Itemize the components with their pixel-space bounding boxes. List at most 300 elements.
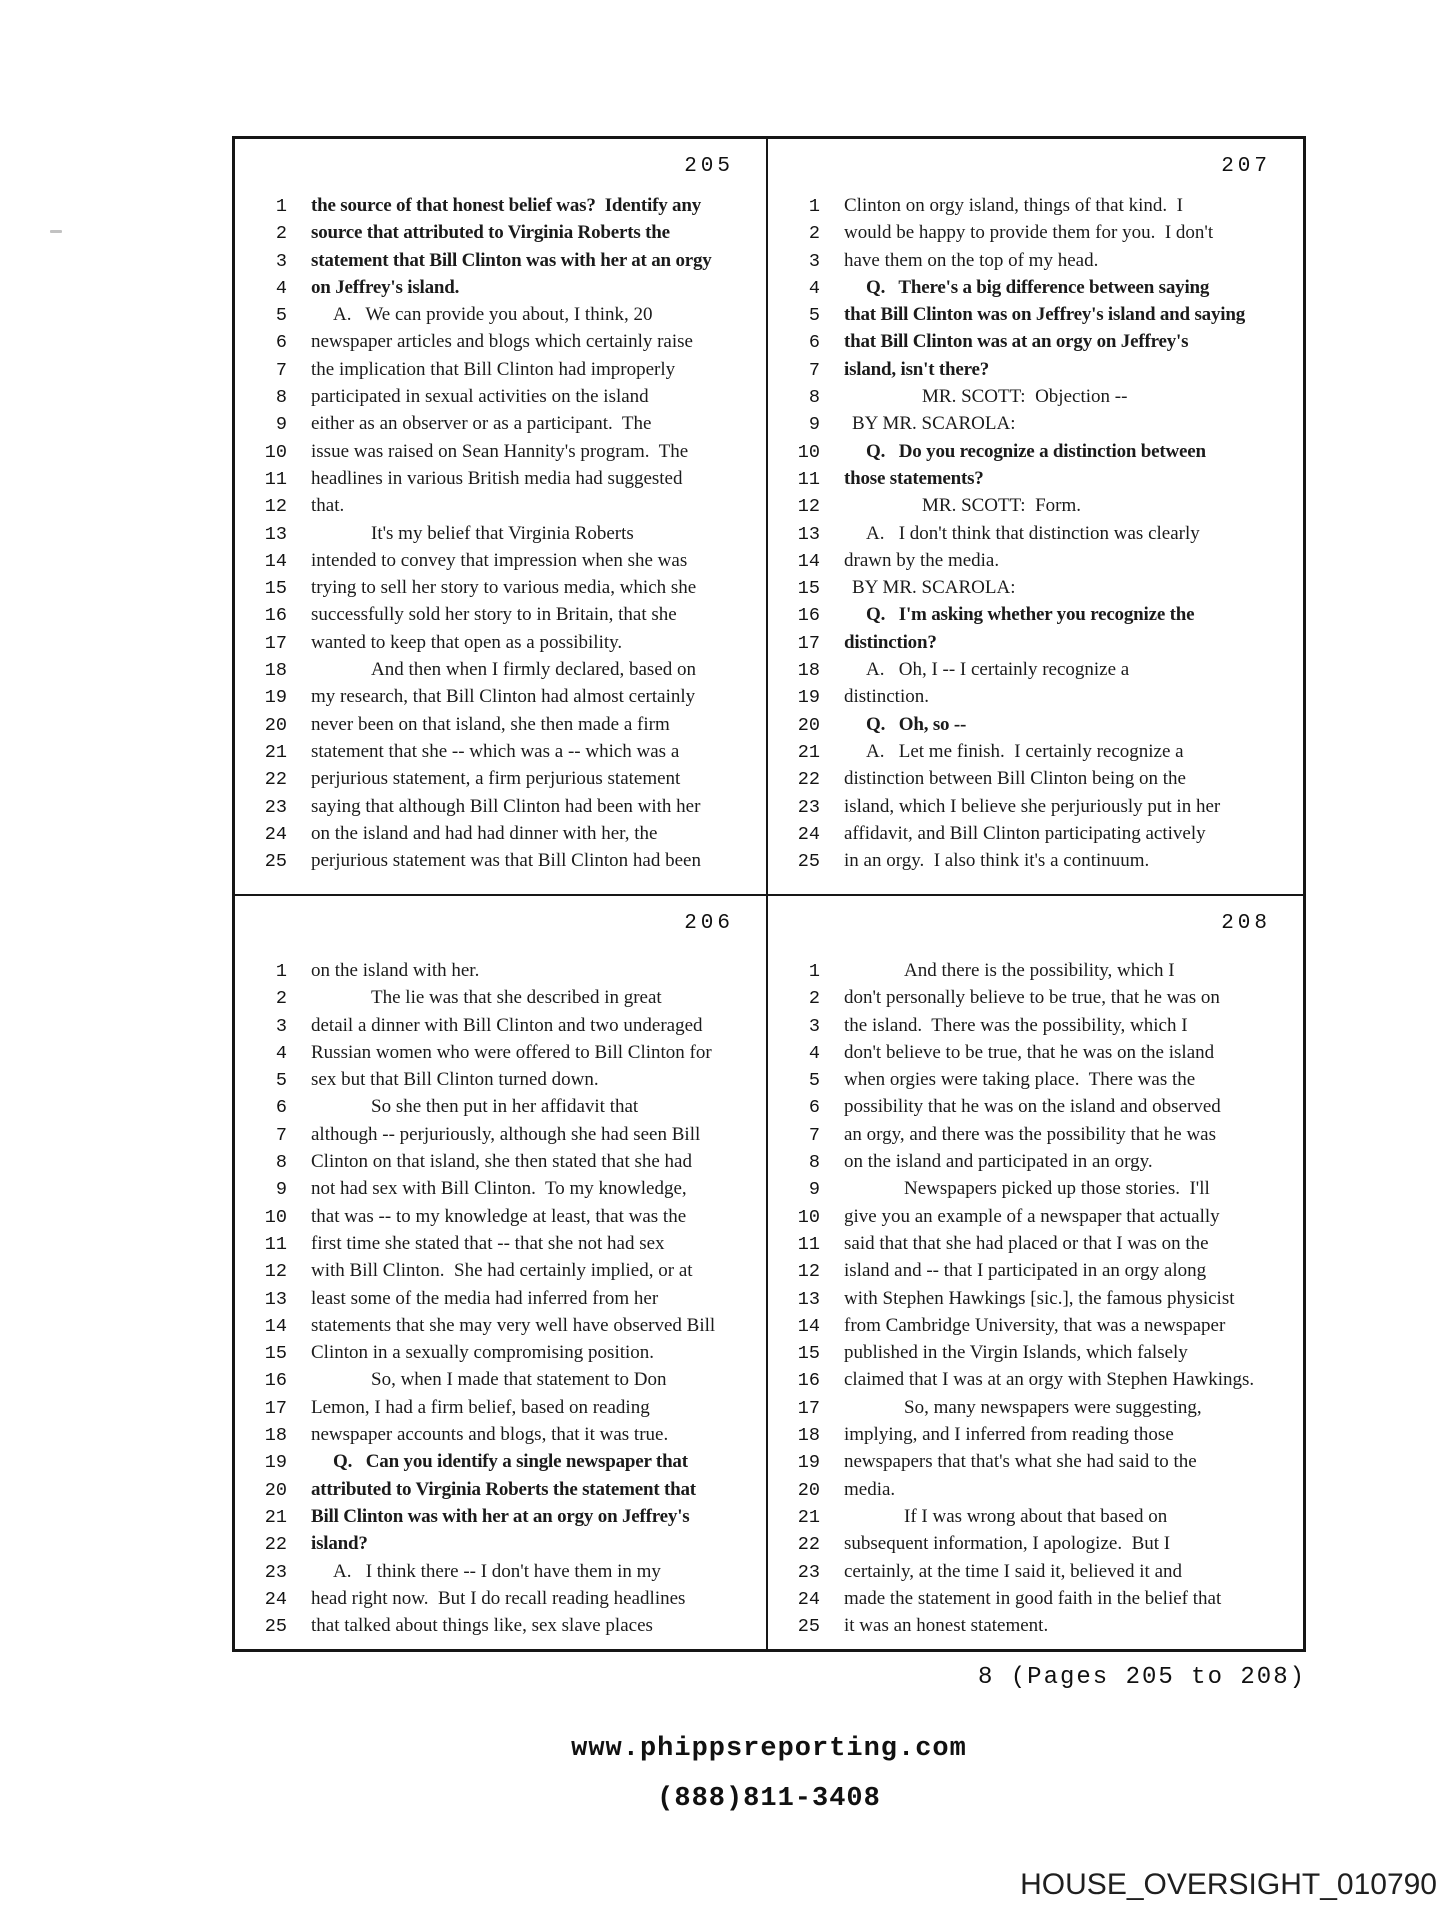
line-text: that Bill Clinton was at an orgy on Jeffrey's <box>844 331 1189 353</box>
transcript-line <box>235 468 766 495</box>
line-text: Q. Oh, so -- <box>866 713 967 735</box>
line-number: 11 <box>264 468 287 490</box>
line-text: BY MR. SCAROLA: <box>852 413 1016 435</box>
line-text: with Bill Clinton. She had certainly implied, or at <box>311 1260 693 1282</box>
line-number: 4 <box>275 1042 287 1064</box>
transcript-line <box>235 359 766 386</box>
line-number: 9 <box>808 414 820 436</box>
line-text: not had sex with Bill Clinton. To my knowledge, <box>311 1178 687 1200</box>
transcript-line <box>768 1069 1303 1096</box>
transcript-line <box>235 1124 766 1151</box>
line-text: wanted to keep that open as a possibility. <box>311 631 623 653</box>
line-number: 3 <box>275 250 287 272</box>
line-text: don't believe to be true, that he was on the island <box>844 1041 1215 1063</box>
line-number: 5 <box>808 1070 820 1092</box>
line-text: on the island and had had dinner with her, the <box>311 822 658 844</box>
transcript-line <box>235 441 766 468</box>
line-number: 8 <box>275 387 287 409</box>
line-number: 22 <box>797 769 820 791</box>
transcript-line <box>235 987 766 1014</box>
line-number: 6 <box>275 1097 287 1119</box>
line-text: possibility that he was on the island and observed <box>844 1096 1221 1118</box>
transcript-line <box>768 823 1303 850</box>
line-text: intended to convey that impression when she was <box>311 549 688 571</box>
line-text: newspapers that that's what she had said to the <box>844 1451 1197 1473</box>
line-text: distinction. <box>844 686 929 708</box>
line-text: in an orgy. I also think it's a continuum. <box>844 850 1150 872</box>
line-number: 7 <box>275 1124 287 1146</box>
line-text: the implication that Bill Clinton had improperly <box>311 358 676 380</box>
line-number: 1 <box>275 961 287 982</box>
line-text: island? <box>311 1533 368 1555</box>
line-text: claimed that I was at an orgy with Stephen Hawkings. <box>844 1369 1255 1391</box>
bates-stamp: HOUSE_OVERSIGHT_010790 <box>1020 1868 1437 1901</box>
line-number: 18 <box>797 1425 820 1447</box>
line-text: an orgy, and there was the possibility that he was <box>844 1123 1217 1145</box>
line-text: BY MR. SCAROLA: <box>852 577 1016 599</box>
line-text: would be happy to provide them for you. I don't <box>844 222 1214 244</box>
transcript-line <box>768 850 1303 877</box>
page-lines <box>235 195 766 877</box>
line-number: 19 <box>264 687 287 709</box>
line-number: 6 <box>808 1097 820 1119</box>
line-text: detail a dinner with Bill Clinton and two underaged <box>311 1014 703 1036</box>
line-number: 21 <box>797 741 820 763</box>
transcript-line <box>768 686 1303 713</box>
line-text: least some of the media had inferred from her <box>311 1287 659 1309</box>
line-text: published in the Virgin Islands, which falsely <box>844 1342 1188 1364</box>
transcript-line <box>235 1342 766 1369</box>
line-number: 23 <box>797 1561 820 1583</box>
line-number: 24 <box>797 1588 820 1610</box>
line-number: 14 <box>264 550 287 572</box>
line-text: island, isn't there? <box>844 358 990 380</box>
line-number: 4 <box>808 277 820 299</box>
line-number: 18 <box>264 660 287 682</box>
line-number: 25 <box>264 851 287 873</box>
transcript-line <box>768 1561 1303 1588</box>
transcript-line <box>235 277 766 304</box>
transcript-line <box>235 577 766 604</box>
transcript-line <box>235 741 766 768</box>
line-number: 15 <box>264 1343 287 1365</box>
line-text: don't personally believe to be true, that he was on <box>844 987 1220 1009</box>
line-text: attributed to Virginia Roberts the statement that <box>311 1478 696 1500</box>
transcript-line <box>768 1206 1303 1233</box>
line-number: 4 <box>275 277 287 299</box>
page-number: 206 <box>684 912 734 935</box>
transcript-line <box>768 1588 1303 1615</box>
line-text: island, which I believe she perjuriously put in her <box>844 795 1221 817</box>
line-number: 17 <box>264 1397 287 1419</box>
line-text: The lie was that she described in great <box>371 987 662 1009</box>
page-lines <box>768 195 1303 877</box>
line-text: A. Let me finish. I certainly recognize a <box>866 740 1184 762</box>
line-text: Lemon, I had a firm belief, based on reading <box>311 1396 650 1418</box>
transcript-page-206 <box>235 896 768 1649</box>
line-number: 25 <box>797 851 820 873</box>
line-number: 8 <box>808 387 820 409</box>
line-number: 20 <box>264 714 287 736</box>
line-number: 22 <box>264 1534 287 1556</box>
line-number: 15 <box>264 578 287 600</box>
line-text: the source of that honest belief was? Identify any <box>311 195 702 216</box>
line-number: 6 <box>275 332 287 354</box>
transcript-line <box>768 277 1303 304</box>
line-text: island and -- that I participated in an orgy along <box>844 1260 1207 1282</box>
line-text: distinction? <box>844 631 937 653</box>
line-text: newspaper accounts and blogs, that it was true. <box>311 1424 669 1446</box>
reporting-phone: (888)811-3408 <box>657 1784 881 1814</box>
transcript-line <box>768 1015 1303 1042</box>
line-number: 19 <box>264 1452 287 1474</box>
transcript-line <box>768 523 1303 550</box>
transcript-line <box>768 1288 1303 1315</box>
transcript-line <box>768 1260 1303 1287</box>
transcript-line <box>235 632 766 659</box>
line-number: 5 <box>275 1070 287 1092</box>
transcript-line <box>235 1451 766 1478</box>
transcript-line <box>235 195 766 222</box>
line-text: statements that she may very well have observed Bill <box>311 1314 716 1336</box>
line-text: either as an observer or as a participant. The <box>311 413 652 435</box>
line-text: those statements? <box>844 467 984 489</box>
transcript-line <box>235 250 766 277</box>
line-number: 12 <box>264 1261 287 1283</box>
line-number: 13 <box>797 1288 820 1310</box>
transcript-line <box>235 960 766 987</box>
line-number: 9 <box>808 1179 820 1201</box>
transcript-line <box>235 604 766 631</box>
transcript-line <box>235 1315 766 1342</box>
line-text: first time she stated that -- that she not had sex <box>311 1232 665 1254</box>
transcript-line <box>235 1506 766 1533</box>
transcript-line <box>768 550 1303 577</box>
line-text: A. Oh, I -- I certainly recognize a <box>866 659 1130 681</box>
transcript-line <box>235 331 766 358</box>
transcript-line <box>768 1369 1303 1396</box>
line-number: 10 <box>264 441 287 463</box>
transcript-line <box>768 1533 1303 1560</box>
line-number: 18 <box>264 1425 287 1447</box>
transcript-line <box>235 523 766 550</box>
transcript-line <box>768 1397 1303 1424</box>
line-text: that Bill Clinton was on Jeffrey's island and saying <box>844 304 1245 326</box>
line-number: 20 <box>264 1479 287 1501</box>
transcript-page-208 <box>768 896 1303 1649</box>
line-number: 22 <box>797 1534 820 1556</box>
line-text: drawn by the media. <box>844 549 1000 571</box>
transcript-line <box>768 796 1303 823</box>
line-number: 13 <box>797 523 820 545</box>
transcript-line <box>768 468 1303 495</box>
transcript-line <box>768 1342 1303 1369</box>
line-text: So she then put in her affidavit that <box>371 1096 639 1118</box>
transcript-line <box>235 796 766 823</box>
line-text: certainly, at the time I said it, believed it and <box>844 1560 1183 1582</box>
transcript-line <box>768 495 1303 522</box>
line-text: perjurious statement was that Bill Clinton had been <box>311 850 701 872</box>
line-number: 3 <box>808 250 820 272</box>
line-text: Bill Clinton was with her at an orgy on Jeffrey's <box>311 1505 690 1527</box>
line-number: 10 <box>797 1206 820 1228</box>
transcript-line <box>768 960 1303 987</box>
transcript-line <box>768 1615 1303 1642</box>
line-number: 10 <box>264 1206 287 1228</box>
transcript-line <box>768 1151 1303 1178</box>
transcript-grid <box>232 136 1306 1652</box>
transcript-line <box>768 604 1303 631</box>
line-text: my research, that Bill Clinton had almost certainly <box>311 686 696 708</box>
page-lines <box>235 960 766 1642</box>
line-number: 7 <box>275 359 287 381</box>
line-text: A. We can provide you about, I think, 20 <box>333 304 653 326</box>
line-text: subsequent information, I apologize. But I <box>844 1533 1171 1555</box>
transcript-page-207 <box>768 139 1303 896</box>
line-number: 15 <box>797 1343 820 1365</box>
line-number: 7 <box>808 359 820 381</box>
line-text: A. I don't think that distinction was clearly <box>866 522 1200 544</box>
line-text: saying that although Bill Clinton had been with her <box>311 795 701 817</box>
transcript-line <box>768 250 1303 277</box>
line-text: Clinton on orgy island, things of that kind. I <box>844 195 1184 216</box>
transcript-line <box>235 222 766 249</box>
transcript-line <box>768 1424 1303 1451</box>
line-number: 21 <box>264 741 287 763</box>
line-text: it was an honest statement. <box>844 1615 1049 1637</box>
line-text: implying, and I inferred from reading those <box>844 1424 1174 1446</box>
line-text: have them on the top of my head. <box>844 249 1099 271</box>
transcript-line <box>235 1260 766 1287</box>
transcript-line <box>768 768 1303 795</box>
transcript-line <box>235 1533 766 1560</box>
transcript-line <box>768 195 1303 222</box>
line-text: MR. SCOTT: Form. <box>922 495 1081 517</box>
transcript-line <box>235 1042 766 1069</box>
line-number: 20 <box>797 714 820 736</box>
line-number: 4 <box>808 1042 820 1064</box>
line-number: 6 <box>808 332 820 354</box>
line-text: So, many newspapers were suggesting, <box>904 1396 1202 1418</box>
transcript-line <box>768 331 1303 358</box>
transcript-line <box>235 714 766 741</box>
line-number: 21 <box>797 1506 820 1528</box>
page-number: 205 <box>684 155 734 178</box>
line-number: 15 <box>797 578 820 600</box>
line-text: successfully sold her story to in Britain, that she <box>311 604 677 626</box>
line-number: 25 <box>797 1616 820 1638</box>
line-number: 14 <box>264 1315 287 1337</box>
transcript-line <box>768 1096 1303 1123</box>
line-number: 11 <box>264 1233 287 1255</box>
line-text: that was -- to my knowledge at least, that was the <box>311 1205 687 1227</box>
transcript-line <box>235 1369 766 1396</box>
line-text: from Cambridge University, that was a newspaper <box>844 1314 1226 1336</box>
transcript-line <box>768 222 1303 249</box>
transcript-line <box>235 1397 766 1424</box>
line-number: 9 <box>275 1179 287 1201</box>
line-text: Russian women who were offered to Bill Clinton for <box>311 1041 712 1063</box>
line-number: 11 <box>797 468 820 490</box>
line-number: 16 <box>264 1370 287 1392</box>
line-text: with Stephen Hawkings [sic.], the famous physicist <box>844 1287 1235 1309</box>
line-number: 16 <box>264 605 287 627</box>
line-number: 17 <box>797 1397 820 1419</box>
transcript-line <box>768 987 1303 1014</box>
transcript-line <box>235 1069 766 1096</box>
transcript-line <box>235 1615 766 1642</box>
transcript-line <box>768 1042 1303 1069</box>
transcript-line <box>768 413 1303 440</box>
transcript-line <box>235 1206 766 1233</box>
transcript-line <box>235 1424 766 1451</box>
transcript-line <box>768 659 1303 686</box>
transcript-line <box>768 632 1303 659</box>
transcript-line <box>768 1178 1303 1205</box>
line-text: affidavit, and Bill Clinton participating actively <box>844 822 1206 844</box>
transcript-line <box>235 495 766 522</box>
line-number: 17 <box>264 632 287 654</box>
transcript-line <box>768 1124 1303 1151</box>
line-number: 24 <box>797 823 820 845</box>
transcript-line <box>235 1178 766 1205</box>
transcript-line <box>235 1096 766 1123</box>
transcript-line <box>235 768 766 795</box>
line-text: head right now. But I do recall reading headlines <box>311 1587 686 1609</box>
line-text: that talked about things like, sex slave places <box>311 1615 653 1637</box>
line-number: 11 <box>797 1233 820 1255</box>
line-number: 21 <box>264 1506 287 1528</box>
scan-artifact-mark <box>50 230 62 233</box>
line-text: media. <box>844 1478 896 1500</box>
line-number: 16 <box>797 1370 820 1392</box>
line-text: although -- perjuriously, although she had seen Bill <box>311 1123 701 1145</box>
line-text: MR. SCOTT: Objection -- <box>922 386 1128 408</box>
line-number: 24 <box>264 823 287 845</box>
transcript-line <box>235 1561 766 1588</box>
line-text: source that attributed to Virginia Roberts the <box>311 222 670 244</box>
transcript-line <box>235 304 766 331</box>
transcript-line <box>235 1479 766 1506</box>
line-number: 19 <box>797 687 820 709</box>
line-number: 16 <box>797 605 820 627</box>
line-number: 8 <box>275 1152 287 1174</box>
line-number: 1 <box>808 196 820 217</box>
transcript-line <box>235 1015 766 1042</box>
transcript-line <box>235 850 766 877</box>
line-number: 3 <box>808 1015 820 1037</box>
line-text: statement that Bill Clinton was with her at an orgy <box>311 249 712 271</box>
line-number: 14 <box>797 1315 820 1337</box>
line-number: 14 <box>797 550 820 572</box>
line-number: 5 <box>808 305 820 327</box>
transcript-line <box>235 686 766 713</box>
line-text: made the statement in good faith in the belief that <box>844 1587 1222 1609</box>
transcript-line <box>768 741 1303 768</box>
transcript-line <box>768 714 1303 741</box>
line-text: Q. Do you recognize a distinction between <box>866 440 1206 462</box>
line-number: 24 <box>264 1588 287 1610</box>
line-number: 2 <box>275 223 287 245</box>
line-text: Newspapers picked up those stories. I'll <box>904 1178 1210 1200</box>
transcript-line <box>768 441 1303 468</box>
line-number: 13 <box>264 523 287 545</box>
line-text: the island. There was the possibility, which I <box>844 1014 1188 1036</box>
line-text: distinction between Bill Clinton being on the <box>844 768 1186 790</box>
line-number: 23 <box>264 1561 287 1583</box>
line-text: And there is the possibility, which I <box>904 960 1175 981</box>
page-number: 208 <box>1221 912 1271 935</box>
line-text: on the island and participated in an orgy. <box>844 1151 1153 1173</box>
line-number: 5 <box>275 305 287 327</box>
line-number: 13 <box>264 1288 287 1310</box>
line-number: 18 <box>797 660 820 682</box>
line-text: participated in sexual activities on the island <box>311 386 649 408</box>
line-text: Clinton on that island, she then stated that she had <box>311 1151 692 1173</box>
line-number: 9 <box>275 414 287 436</box>
line-text: give you an example of a newspaper that actually <box>844 1205 1220 1227</box>
transcript-line <box>235 1233 766 1260</box>
reporting-website: www.phippsreporting.com <box>571 1734 967 1764</box>
line-text: statement that she -- which was a -- which was a <box>311 740 680 762</box>
page-number: 207 <box>1221 155 1271 178</box>
line-text: A. I think there -- I don't have them in my <box>333 1560 661 1582</box>
transcript-line <box>768 1506 1303 1533</box>
line-text: sex but that Bill Clinton turned down. <box>311 1069 599 1091</box>
line-number: 12 <box>264 496 287 518</box>
line-number: 25 <box>264 1616 287 1638</box>
line-text: So, when I made that statement to Don <box>371 1369 667 1391</box>
line-number: 1 <box>808 961 820 982</box>
line-text: on Jeffrey's island. <box>311 276 460 298</box>
transcript-line <box>235 659 766 686</box>
transcript-line <box>768 359 1303 386</box>
line-number: 19 <box>797 1452 820 1474</box>
line-text: And then when I firmly declared, based on <box>371 659 697 681</box>
transcript-line <box>768 1479 1303 1506</box>
transcript-line <box>768 1451 1303 1478</box>
line-text: trying to sell her story to various media, which she <box>311 577 697 599</box>
page-lines <box>768 960 1303 1642</box>
transcript-line <box>235 823 766 850</box>
transcript-line <box>235 386 766 413</box>
line-number: 2 <box>808 988 820 1010</box>
line-text: perjurious statement, a firm perjurious statement <box>311 768 681 790</box>
transcript-line <box>235 1288 766 1315</box>
line-text: Clinton in a sexually compromising position. <box>311 1342 655 1364</box>
transcript-line <box>235 550 766 577</box>
line-number: 2 <box>275 988 287 1010</box>
line-text: on the island with her. <box>311 960 480 981</box>
line-number: 3 <box>275 1015 287 1037</box>
line-number: 8 <box>808 1152 820 1174</box>
line-text: Q. Can you identify a single newspaper that <box>333 1451 688 1473</box>
line-text: It's my belief that Virginia Roberts <box>371 522 634 544</box>
line-text: that. <box>311 495 345 517</box>
transcript-line <box>235 413 766 440</box>
line-number: 20 <box>797 1479 820 1501</box>
line-number: 23 <box>264 796 287 818</box>
transcript-line <box>768 304 1303 331</box>
line-number: 10 <box>797 441 820 463</box>
line-number: 22 <box>264 769 287 791</box>
transcript-line <box>235 1588 766 1615</box>
transcript-line <box>235 1151 766 1178</box>
line-number: 12 <box>797 1261 820 1283</box>
transcript-line <box>768 577 1303 604</box>
line-text: never been on that island, she then made a firm <box>311 713 670 735</box>
line-text: If I was wrong about that based on <box>904 1505 1168 1527</box>
